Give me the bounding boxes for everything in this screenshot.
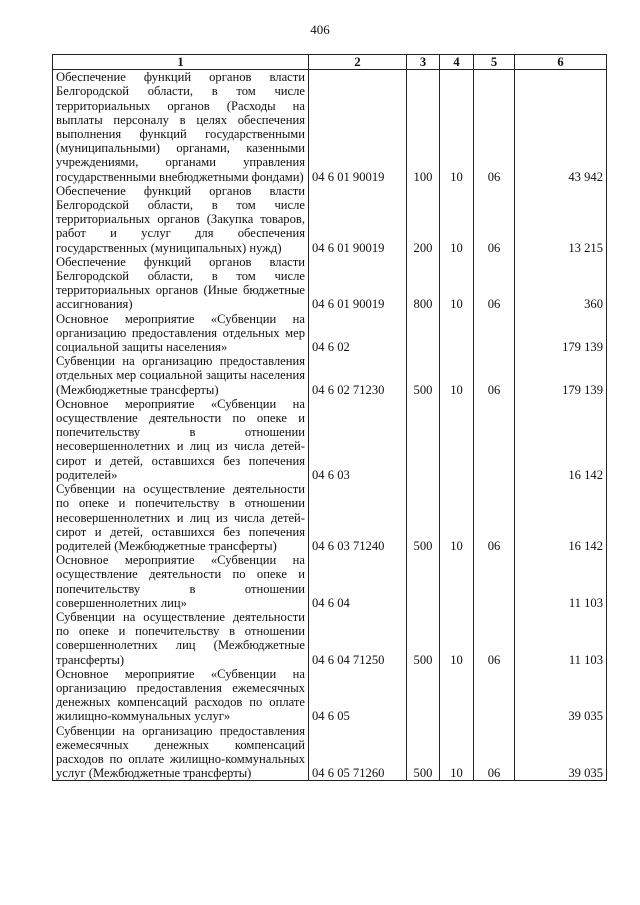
row-amount: 179 139 [515, 312, 607, 355]
row-section [440, 397, 474, 482]
row-code: 04 6 01 90019 [309, 255, 407, 312]
row-name: Основное мероприятие «Субвенции на осуществление деятельности по опеке и попечительству в отношении совершеннолетних лиц» [53, 553, 309, 610]
row-amount: 39 035 [515, 724, 607, 781]
header-cell-2: 2 [309, 55, 407, 70]
row-code: 04 6 03 [309, 397, 407, 482]
header-row [53, 55, 607, 70]
row-amount: 39 035 [515, 667, 607, 724]
row-amount: 179 139 [515, 354, 607, 397]
row-name: Основное мероприятие «Субвенции на осуществление деятельности по опеке и попечительству в отношении несовершеннолетних и лиц из числа детей-сирот и детей, оставшихся без попечения родителей» [53, 397, 309, 482]
row-section [440, 312, 474, 355]
row-expense-type [407, 312, 440, 355]
row-expense-type: 100 [407, 70, 440, 184]
row-subsection [474, 312, 515, 355]
row-subsection: 06 [474, 70, 515, 184]
row-code: 04 6 02 [309, 312, 407, 355]
row-amount: 11 103 [515, 553, 607, 610]
row-section: 10 [440, 724, 474, 781]
row-amount: 360 [515, 255, 607, 312]
row-expense-type: 500 [407, 610, 440, 667]
row-code: 04 6 04 71250 [309, 610, 407, 667]
row-subsection: 06 [474, 482, 515, 553]
row-code: 04 6 04 [309, 553, 407, 610]
row-expense-type [407, 667, 440, 724]
row-name: Обеспечение функций органов власти Белгородской области, в том числе территориальных органов (Иные бюджетные ассигнования) [53, 255, 309, 312]
row-section: 10 [440, 482, 474, 553]
budget-table [52, 54, 607, 781]
header-cell-1: 1 [53, 55, 309, 70]
row-code: 04 6 02 71230 [309, 354, 407, 397]
row-subsection: 06 [474, 724, 515, 781]
row-amount: 43 942 [515, 70, 607, 184]
header-cell-5: 5 [474, 55, 515, 70]
row-expense-type: 500 [407, 482, 440, 553]
header-cell-6: 6 [515, 55, 607, 70]
row-section: 10 [440, 255, 474, 312]
row-expense-type: 200 [407, 184, 440, 255]
row-subsection: 06 [474, 184, 515, 255]
table-row [53, 724, 607, 781]
row-name: Субвенции на организацию предоставления ежемесячных денежных компенсаций расходов по оплате жилищно-коммунальных услуг (Межбюджетные трансферты) [53, 724, 309, 781]
page-number: 406 [310, 22, 330, 37]
row-expense-type: 800 [407, 255, 440, 312]
row-subsection [474, 667, 515, 724]
row-code: 04 6 01 90019 [309, 70, 407, 184]
row-subsection: 06 [474, 255, 515, 312]
row-section: 10 [440, 610, 474, 667]
row-name: Субвенции на осуществление деятельности по опеке и попечительству в отношении совершеннолетних лиц (Межбюджетные трансферты) [53, 610, 309, 667]
table-row [53, 255, 607, 312]
row-code: 04 6 03 71240 [309, 482, 407, 553]
row-expense-type [407, 553, 440, 610]
row-name: Субвенции на осуществление деятельности по опеке и попечительству в отношении несовершеннолетних и лиц из числа детей-сирот и детей, оставшихся без попечения родителей (Межбюджетные трансферты) [53, 482, 309, 553]
row-code: 04 6 05 [309, 667, 407, 724]
table-row [53, 184, 607, 255]
row-amount: 16 142 [515, 482, 607, 553]
row-section: 10 [440, 184, 474, 255]
row-subsection [474, 553, 515, 610]
table-row [53, 397, 607, 482]
row-name: Обеспечение функций органов власти Белгородской области, в том числе территориальных органов (Расходы на выплаты персоналу в целях обеспечения выполнения функций государственными (муниципальными) органами, казенными учреждениями, органами управления государственными внебюджетными фондами) [53, 70, 309, 184]
header-cell-4: 4 [440, 55, 474, 70]
table-row [53, 553, 607, 610]
row-expense-type [407, 397, 440, 482]
table-row [53, 312, 607, 355]
row-code: 04 6 05 71260 [309, 724, 407, 781]
row-subsection: 06 [474, 610, 515, 667]
row-name: Основное мероприятие «Субвенции на организацию предоставления отдельных мер социальной защиты населения» [53, 312, 309, 355]
row-subsection [474, 397, 515, 482]
row-expense-type: 500 [407, 354, 440, 397]
row-expense-type: 500 [407, 724, 440, 781]
row-amount: 11 103 [515, 610, 607, 667]
table-row [53, 610, 607, 667]
table-row [53, 354, 607, 397]
row-name: Основное мероприятие «Субвенции на организацию предоставления ежемесячных денежных компенсаций расходов по оплате жилищно-коммунальных услуг» [53, 667, 309, 724]
row-subsection: 06 [474, 354, 515, 397]
table-row [53, 667, 607, 724]
row-section [440, 553, 474, 610]
row-section [440, 667, 474, 724]
header-cell-3: 3 [407, 55, 440, 70]
table-row [53, 70, 607, 184]
row-amount: 13 215 [515, 184, 607, 255]
row-section: 10 [440, 354, 474, 397]
row-section: 10 [440, 70, 474, 184]
row-amount: 16 142 [515, 397, 607, 482]
row-name: Обеспечение функций органов власти Белгородской области, в том числе территориальных органов (Закупка товаров, работ и услуг для обеспечения государственных (муниципальных) нужд) [53, 184, 309, 255]
row-name: Субвенции на организацию предоставления отдельных мер социальной защиты населения (Межбюджетные трансферты) [53, 354, 309, 397]
row-code: 04 6 01 90019 [309, 184, 407, 255]
table-row [53, 482, 607, 553]
